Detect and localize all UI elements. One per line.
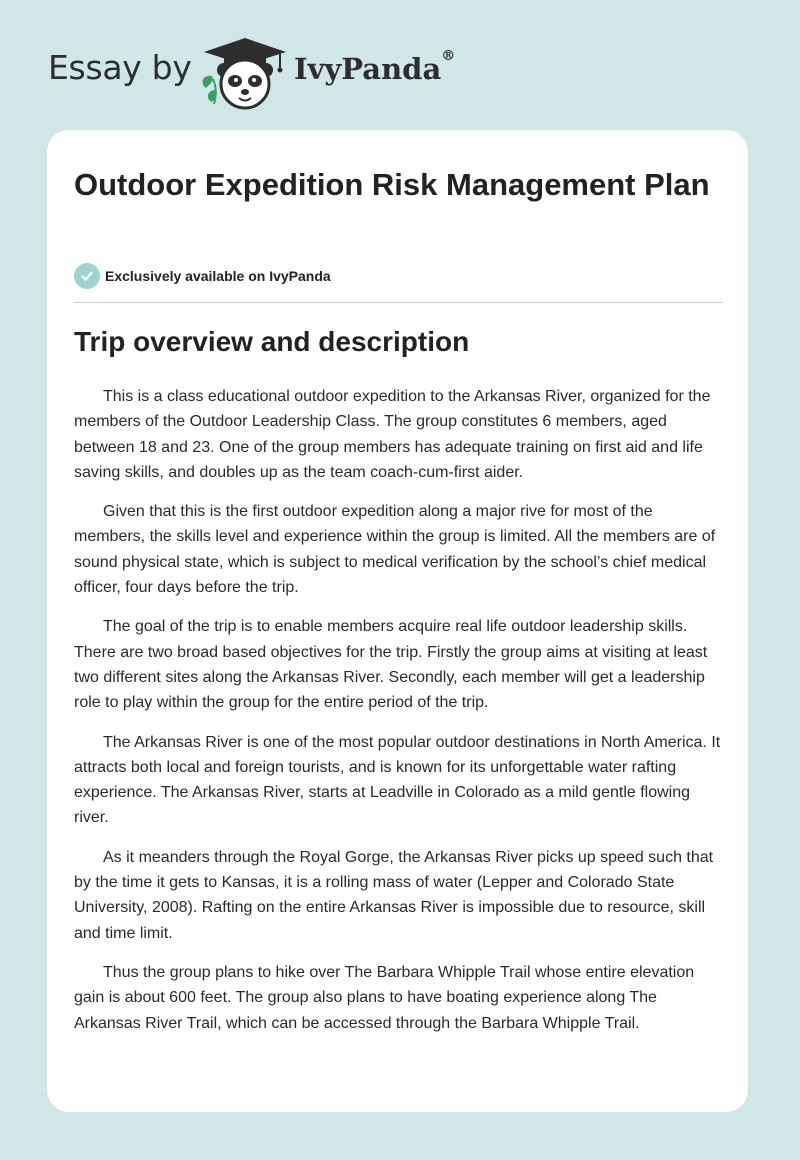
exclusive-badge <box>74 262 331 290</box>
paragraph: The Arkansas River is one of the most popular outdoor destinations in North America. It attracts both local and foreign tourists, and is known for its unforgettable water rafting experience. The Arkansas River, starts at Leadville in Colorado as a mild gentle flowing river. <box>74 733 721 827</box>
essay-by-label: Essay by <box>48 48 192 87</box>
essay-title: Outdoor Expedition Risk Management Plan <box>74 167 710 202</box>
check-circle-icon <box>74 263 100 289</box>
paragraph: As it meanders through the Royal Gorge, the Arkansas River picks up speed such that by the time it gets to Kansas, it is a rolling mass of water (Lepper and Colorado State University, 2008). Rafting on the entire Arkansas River is impossible due to resource, skill and time limit. <box>74 848 714 942</box>
site-header <box>48 34 568 110</box>
paragraph: Given that this is the first outdoor expedition along a major rive for most of the members, the skills level and experience within the group is limited. All the members are of sound physical state, which is subject to medical verification by the school’s chief medical officer, four days before the trip. <box>74 503 716 597</box>
paragraph: This is a class educational outdoor expedition to the Arkansas River, organized for the members of the Outdoor Leadership Class. The group constitutes 6 members, aged between 18 and 23. One of the group members has adequate training on first aid and life saving skills, and doubles up as the team coach-cum-first aider. <box>74 388 711 481</box>
section-title: Trip overview and description <box>74 326 470 357</box>
brand-name[interactable]: IvyPanda® <box>294 48 456 86</box>
paragraph: Thus the group plans to hike over The Barbara Whipple Trail whose entire elevation gain is about 600 feet. The group also plans to have boating experience along The Arkansas River Trail, which can be accessed through the Barbara Whipple Trail. <box>74 963 695 1032</box>
essay-card <box>47 130 748 1112</box>
essay-body <box>74 384 724 1050</box>
divider <box>74 302 723 303</box>
ivypanda-logo-icon[interactable] <box>200 34 290 110</box>
paragraph: The goal of the trip is to enable members acquire real life outdoor leadership skills. There are two broad based objectives for the trip. Firstly the group aims at visiting at least two different sites along the Arkansas River. Secondly, each member will get a leadership role to play within the group for the entire period of the trip. <box>74 618 708 712</box>
exclusive-badge-text: Exclusively available on IvyPanda <box>105 268 331 284</box>
